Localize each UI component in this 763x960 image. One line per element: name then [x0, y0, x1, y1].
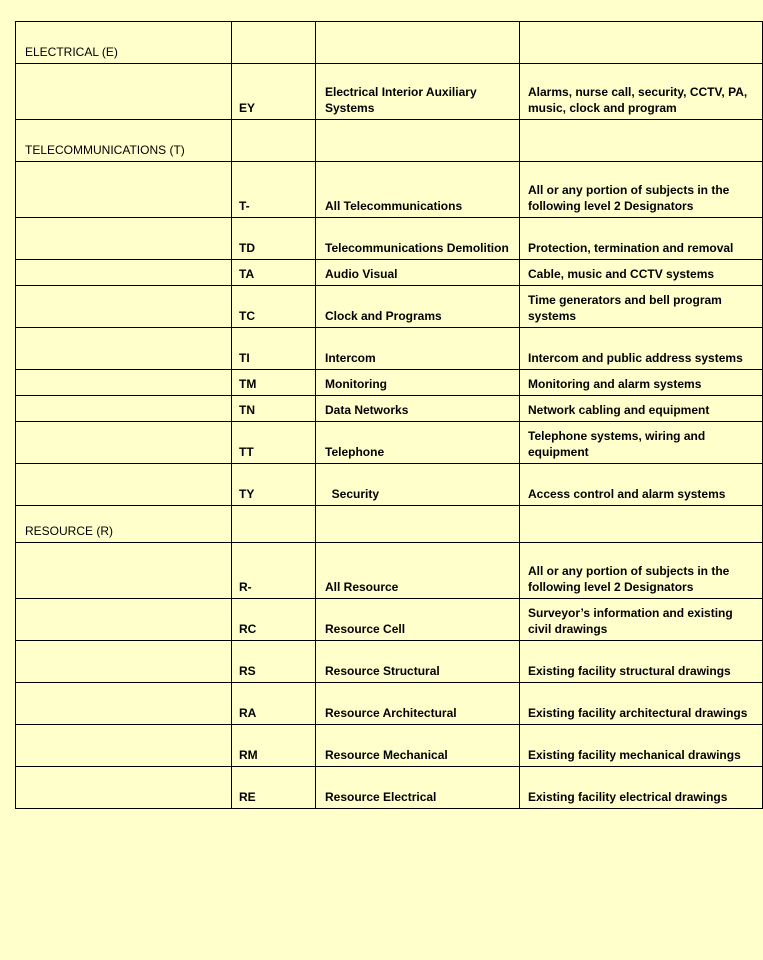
designator-title [316, 506, 520, 543]
table-row [16, 599, 763, 641]
designator-code [232, 506, 316, 543]
section-label [16, 725, 232, 767]
designator-code: TN [232, 396, 316, 422]
designator-description: Existing facility mechanical drawings [520, 725, 763, 767]
table-row [16, 64, 763, 120]
table-row [16, 396, 763, 422]
table-row [16, 422, 763, 464]
designator-code: TA [232, 260, 316, 286]
designator-title: Security [316, 464, 520, 506]
designator-code: TI [232, 328, 316, 370]
designator-description: Alarms, nurse call, security, CCTV, PA, music, clock and program [520, 64, 763, 120]
designator-code: TY [232, 464, 316, 506]
designator-title [316, 22, 520, 64]
table-row [16, 370, 763, 396]
section-label [16, 599, 232, 641]
table-row [16, 543, 763, 599]
section-label [16, 422, 232, 464]
designator-description: All or any portion of subjects in the following level 2 Designators [520, 543, 763, 599]
designator-title: All Telecommunications [316, 162, 520, 218]
section-label: ELECTRICAL (E) [16, 22, 232, 64]
designator-code: R- [232, 543, 316, 599]
table-row [16, 641, 763, 683]
designator-code: RE [232, 767, 316, 809]
designator-title: Resource Architectural [316, 683, 520, 725]
table-row [16, 22, 763, 64]
designator-description: Network cabling and equipment [520, 396, 763, 422]
table-row [16, 162, 763, 218]
section-label [16, 767, 232, 809]
table-row [16, 260, 763, 286]
designator-description: Cable, music and CCTV systems [520, 260, 763, 286]
designator-description [520, 22, 763, 64]
designator-code: RM [232, 725, 316, 767]
designator-code: TT [232, 422, 316, 464]
designator-title: Data Networks [316, 396, 520, 422]
designator-table [15, 21, 763, 809]
section-label [16, 370, 232, 396]
designator-title: Resource Electrical [316, 767, 520, 809]
designator-code: RC [232, 599, 316, 641]
designator-title: Monitoring [316, 370, 520, 396]
designator-description: All or any portion of subjects in the following level 2 Designators [520, 162, 763, 218]
table-row [16, 725, 763, 767]
designator-code: RA [232, 683, 316, 725]
designator-title: Electrical Interior Auxiliary Systems [316, 64, 520, 120]
designator-code: TC [232, 286, 316, 328]
designator-description: Intercom and public address systems [520, 328, 763, 370]
designator-title: Telephone [316, 422, 520, 464]
designator-title: Intercom [316, 328, 520, 370]
designator-code: TD [232, 218, 316, 260]
section-label [16, 64, 232, 120]
designator-description: Existing facility architectural drawings [520, 683, 763, 725]
section-label [16, 683, 232, 725]
designator-code [232, 120, 316, 162]
section-label [16, 260, 232, 286]
table-row [16, 328, 763, 370]
designator-code: TM [232, 370, 316, 396]
designator-description: Telephone systems, wiring and equipment [520, 422, 763, 464]
table-row [16, 286, 763, 328]
designator-code: T- [232, 162, 316, 218]
designator-code: EY [232, 64, 316, 120]
designator-title: Resource Structural [316, 641, 520, 683]
designator-code: RS [232, 641, 316, 683]
section-label [16, 543, 232, 599]
table-row [16, 767, 763, 809]
designator-title: Resource Cell [316, 599, 520, 641]
section-label [16, 328, 232, 370]
table-row [16, 218, 763, 260]
designator-title [316, 120, 520, 162]
designator-description: Access control and alarm systems [520, 464, 763, 506]
section-label: RESOURCE (R) [16, 506, 232, 543]
section-label: TELECOMMUNICATIONS (T) [16, 120, 232, 162]
section-label [16, 218, 232, 260]
designator-title: Resource Mechanical [316, 725, 520, 767]
table-row [16, 464, 763, 506]
designator-description [520, 120, 763, 162]
section-label [16, 464, 232, 506]
designator-description: Existing facility electrical drawings [520, 767, 763, 809]
designator-code [232, 22, 316, 64]
designator-description: Surveyor’s information and existing civil drawings [520, 599, 763, 641]
designator-description: Existing facility structural drawings [520, 641, 763, 683]
designator-description: Time generators and bell program systems [520, 286, 763, 328]
table-row [16, 120, 763, 162]
designator-description: Monitoring and alarm systems [520, 370, 763, 396]
table-row [16, 506, 763, 543]
table-row [16, 683, 763, 725]
section-label [16, 286, 232, 328]
section-label [16, 396, 232, 422]
designator-title: All Resource [316, 543, 520, 599]
designator-title: Audio Visual [316, 260, 520, 286]
designator-title: Clock and Programs [316, 286, 520, 328]
designator-description [520, 506, 763, 543]
section-label [16, 641, 232, 683]
designator-title: Telecommunications Demolition [316, 218, 520, 260]
designator-description: Protection, termination and removal [520, 218, 763, 260]
section-label [16, 162, 232, 218]
